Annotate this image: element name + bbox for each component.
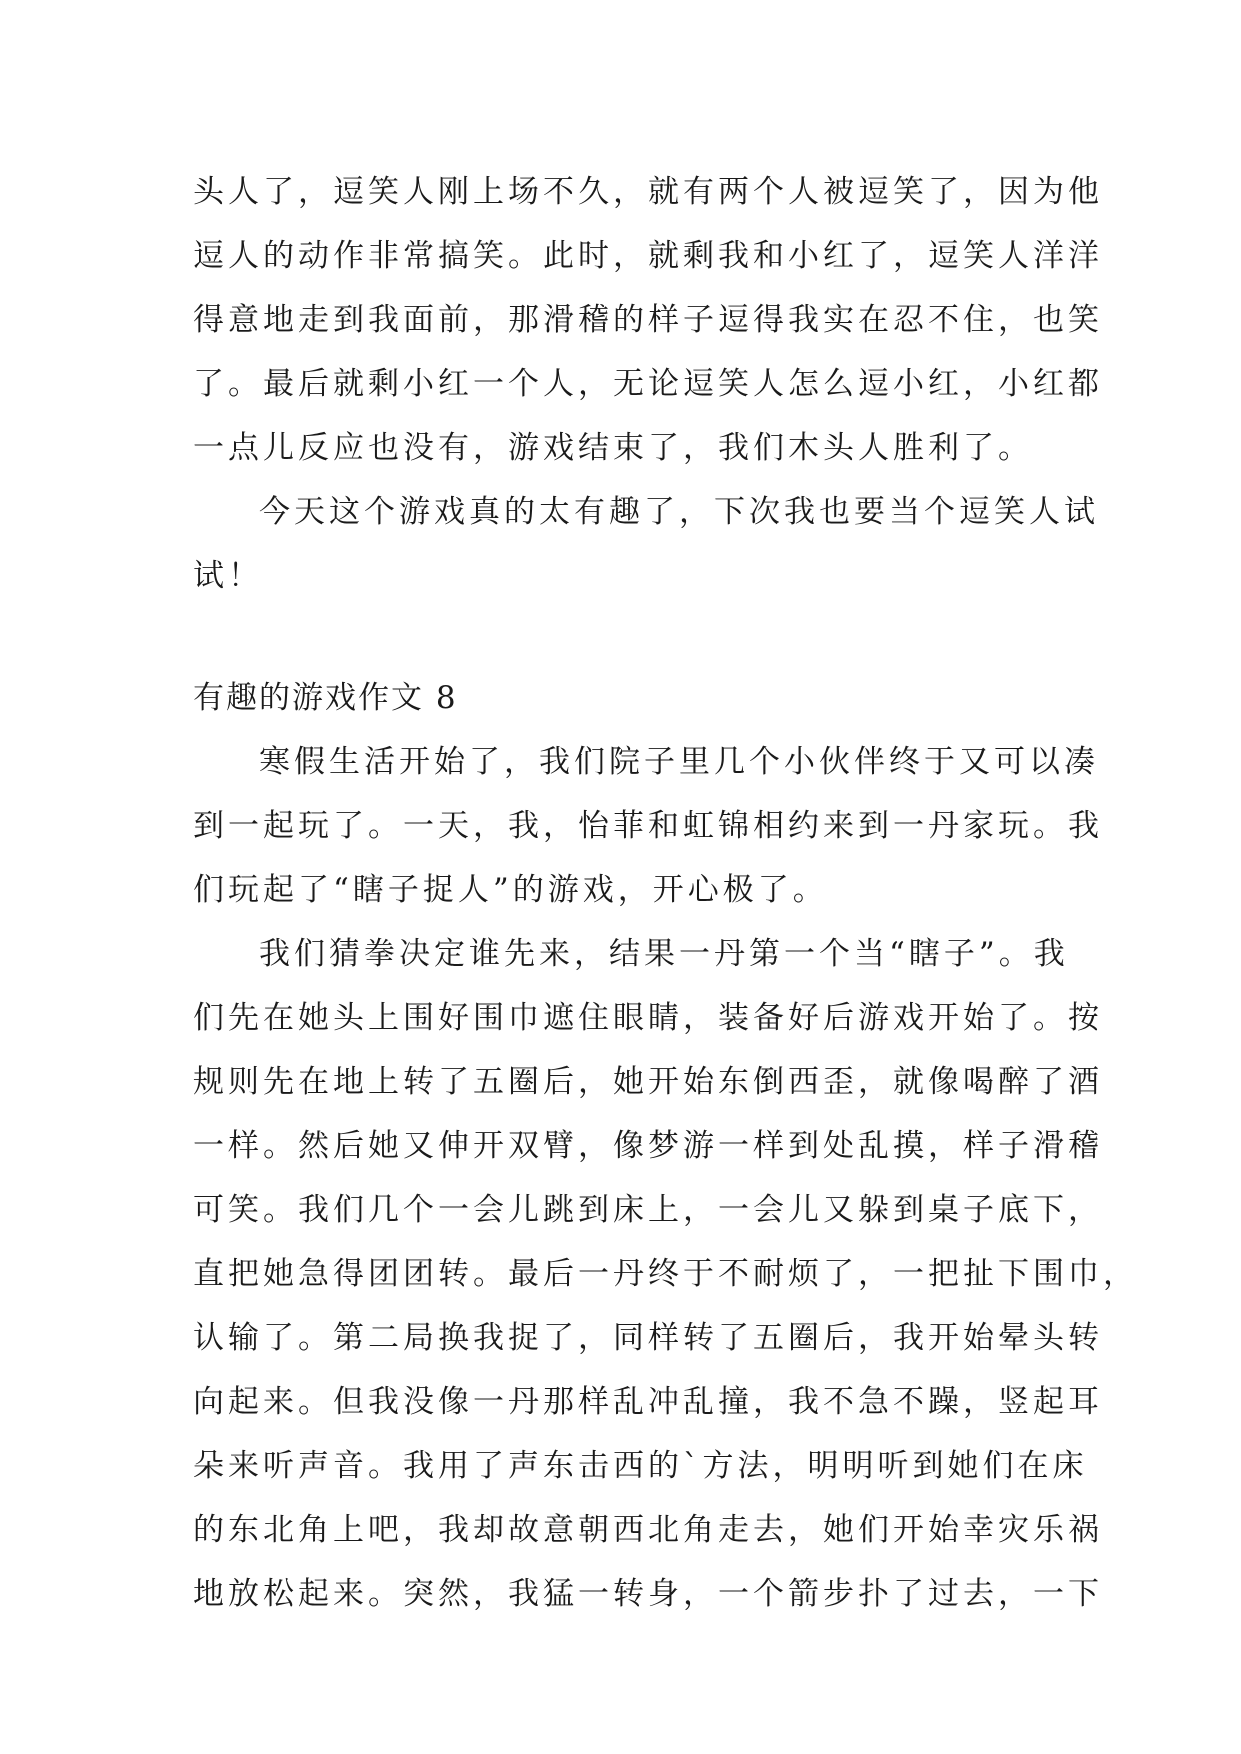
text-line: 一点儿反应也没有，游戏结束了，我们木头人胜利了。: [193, 430, 1033, 466]
text-line: 逗人的动作非常搞笑。此时，就剩我和小红了，逗笑人洋洋: [193, 238, 1103, 274]
text-line: 地放松起来。突然，我猛一转身，一个箭步扑了过去，一下: [193, 1576, 1103, 1612]
text-line: 今天这个游戏真的太有趣了，下次我也要当个逗笑人试: [259, 494, 1099, 530]
paragraph: [193, 480, 1099, 608]
document-body: [193, 160, 1138, 1626]
paragraph: [193, 922, 1138, 1626]
section-title: 有趣的游戏作文 8: [193, 680, 458, 716]
text-line: 规则先在地上转了五圈后，她开始东倒西歪，就像喝醉了酒: [193, 1064, 1103, 1100]
text-line: 可笑。我们几个一会儿跳到床上，一会儿又躲到桌子底下，: [193, 1192, 1103, 1228]
text-line: 们玩起了“瞎子捉人”的游戏，开心极了。: [193, 872, 828, 908]
paragraph: [193, 160, 1103, 480]
text-line: 直把她急得团团转。最后一丹终于不耐烦了，一把扯下围巾，: [193, 1256, 1138, 1292]
text-line: 我们猜拳决定谁先来，结果一丹第一个当“瞎子”。我: [259, 936, 1069, 972]
section-spacer: [193, 608, 1053, 666]
text-line: 了。最后就剩小红一个人，无论逗笑人怎么逗小红，小红都: [193, 366, 1103, 402]
text-line: 头人了，逗笑人刚上场不久，就有两个人被逗笑了，因为他: [193, 174, 1103, 210]
text-line: 一样。然后她又伸开双臂，像梦游一样到处乱摸，样子滑稽: [193, 1128, 1103, 1164]
paragraph: [193, 730, 1103, 922]
text-line: 们先在她头上围好围巾遮住眼睛，装备好后游戏开始了。按: [193, 1000, 1103, 1036]
text-line: 寒假生活开始了，我们院子里几个小伙伴终于又可以凑: [259, 744, 1099, 780]
text-line: 认输了。第二局换我捉了，同样转了五圈后，我开始晕头转: [193, 1320, 1103, 1356]
text-line: 的东北角上吧，我却故意朝西北角走去，她们开始幸灾乐祸: [193, 1512, 1103, 1548]
text-line: 试！: [193, 558, 263, 594]
text-line: 向起来。但我没像一丹那样乱冲乱撞，我不急不躁，竖起耳: [193, 1384, 1103, 1420]
text-line: 到一起玩了。一天，我，怡菲和虹锦相约来到一丹家玩。我: [193, 808, 1103, 844]
text-line: 朵来听声音。我用了声东击西的`方法，明明听到她们在床: [193, 1448, 1088, 1484]
text-line: 得意地走到我面前，那滑稽的样子逗得我实在忍不住，也笑: [193, 302, 1103, 338]
